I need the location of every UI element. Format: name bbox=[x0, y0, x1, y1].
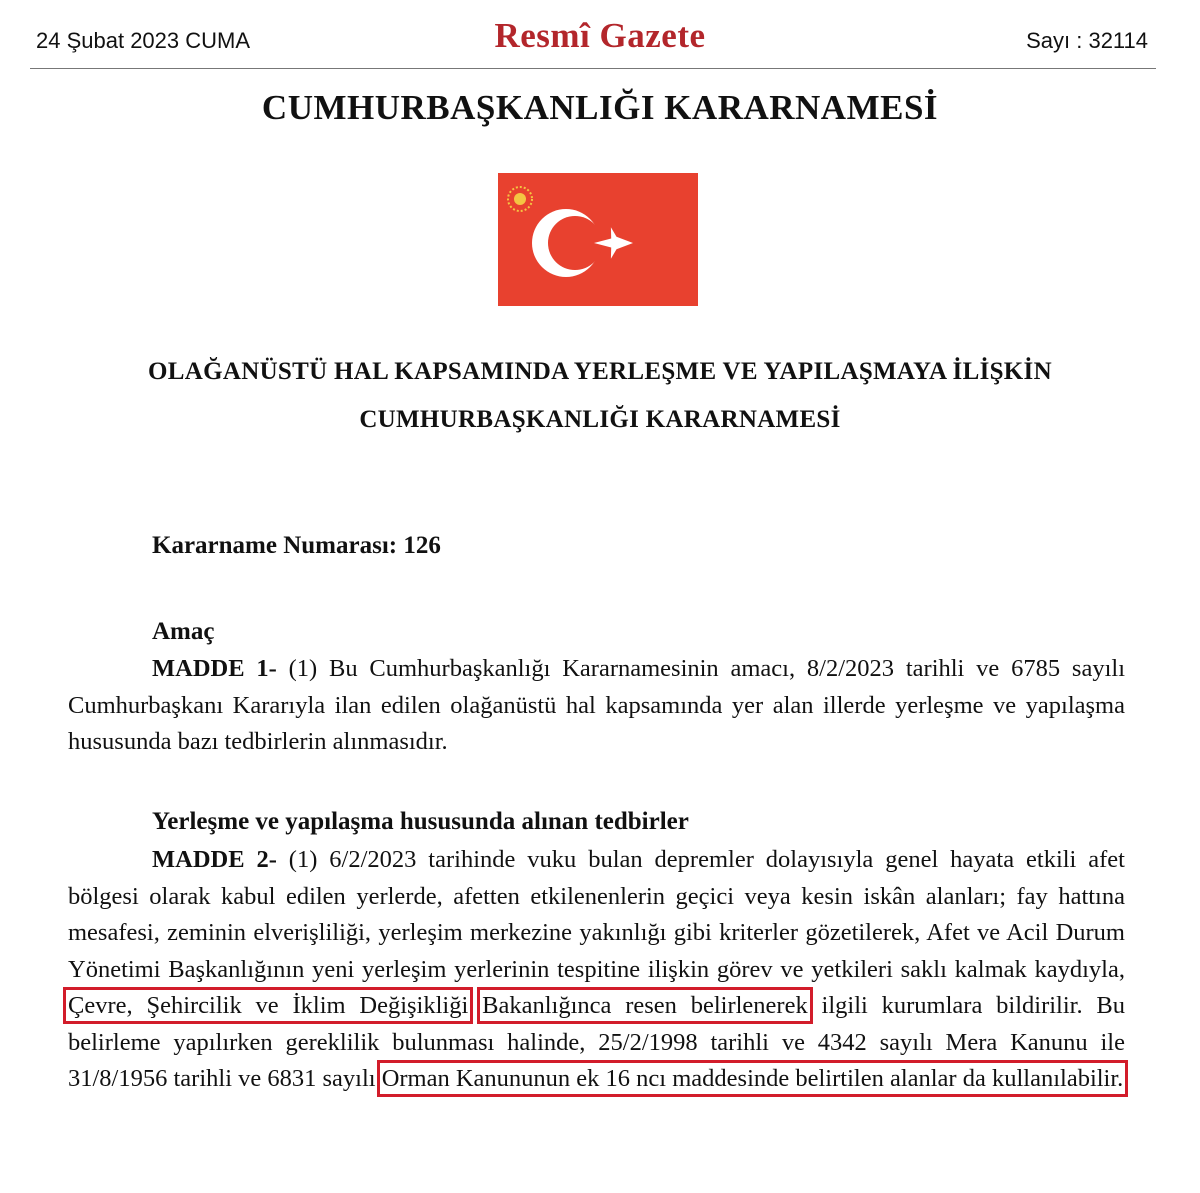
article-2-label: MADDE 2- bbox=[152, 846, 277, 873]
presidential-emblem-icon bbox=[508, 187, 532, 211]
flag-graphic bbox=[498, 173, 698, 306]
star-icon bbox=[594, 227, 633, 259]
turkish-flag-icon bbox=[498, 173, 698, 306]
header-divider bbox=[30, 68, 1156, 69]
decree-number: Kararname Numarası: 126 bbox=[152, 532, 441, 559]
highlight-box-forest-law: Orman Kanununun ek 16 ncı maddesinde belirtilen alanlar da kullanılabilir. bbox=[381, 1065, 1124, 1092]
article-2-paragraph bbox=[68, 842, 1125, 1098]
section-heading-amac: Amaç bbox=[152, 618, 215, 645]
subtitle-line-1: OLAĞANÜSTÜ HAL KAPSAMINDA YERLEŞME VE YAPILAŞMAYA İLİŞKİN bbox=[148, 358, 1052, 385]
highlight-box-ministry: Çevre, Şehircilik ve İklim Değişikliği bbox=[68, 992, 469, 1019]
decree-subtitle bbox=[60, 348, 1140, 444]
gazette-title: Resmî Gazete bbox=[494, 16, 706, 55]
subtitle-line-2: CUMHURBAŞKANLIĞI KARARNAMESİ bbox=[359, 406, 841, 433]
crescent-inner bbox=[548, 216, 602, 270]
highlight-box-determination: Bakanlığınca resen belirlenerek bbox=[482, 992, 808, 1019]
article-1-label: MADDE 1- bbox=[152, 655, 277, 682]
issue-number: Sayı : 32114 bbox=[1026, 28, 1148, 53]
section-heading-measures: Yerleşme ve yapılaşma hususunda alınan tedbirler bbox=[152, 808, 689, 835]
page-title: CUMHURBAŞKANLIĞI KARARNAMESİ bbox=[261, 88, 939, 127]
article-2-text-b: ilgili kurumlara bildirilir. Bu belirleme yapılırken gereklilik bulunması halinde, 25/2/1998 tarihli ve 4342 sayılı Mera Kanunu ile 31/8/1956 tarihli ve 6831 sayılı bbox=[68, 992, 1125, 1092]
header-date: 24 Şubat 2023 CUMA bbox=[36, 28, 251, 53]
gazette-header bbox=[0, 0, 1200, 72]
article-2-text-a: (1) 6/2/2023 tarihinde vuku bulan depremler dolayısıyla genel hayata etkili afet bölgesi olarak kabul edilen yerlerde, afetten etkilenenlerin geçici veya kesin iskân alanları; fay hattına mesafesi, zeminin elverişliliği, yerleşim merkezine yakınlığı gibi kriterler gözetilerek, Afet ve Acil Durum Yönetimi Başkanlığının yeni yerleşim yerlerinin tespitine ilişkin görev ve yetkileri saklı kalmak kaydıyla, bbox=[68, 846, 1125, 983]
article-1-paragraph bbox=[68, 651, 1125, 761]
article-1-text: (1) Bu Cumhurbaşkanlığı Kararnamesinin amacı, 8/2/2023 tarihli ve 6785 sayılı Cumhurbaşkanı Kararıyla ilan edilen olağanüstü hal kapsamında yer alan illerde yerleşme ve yapılaşma hususunda bazı tedbirlerin alınmasıdır. bbox=[68, 655, 1126, 755]
